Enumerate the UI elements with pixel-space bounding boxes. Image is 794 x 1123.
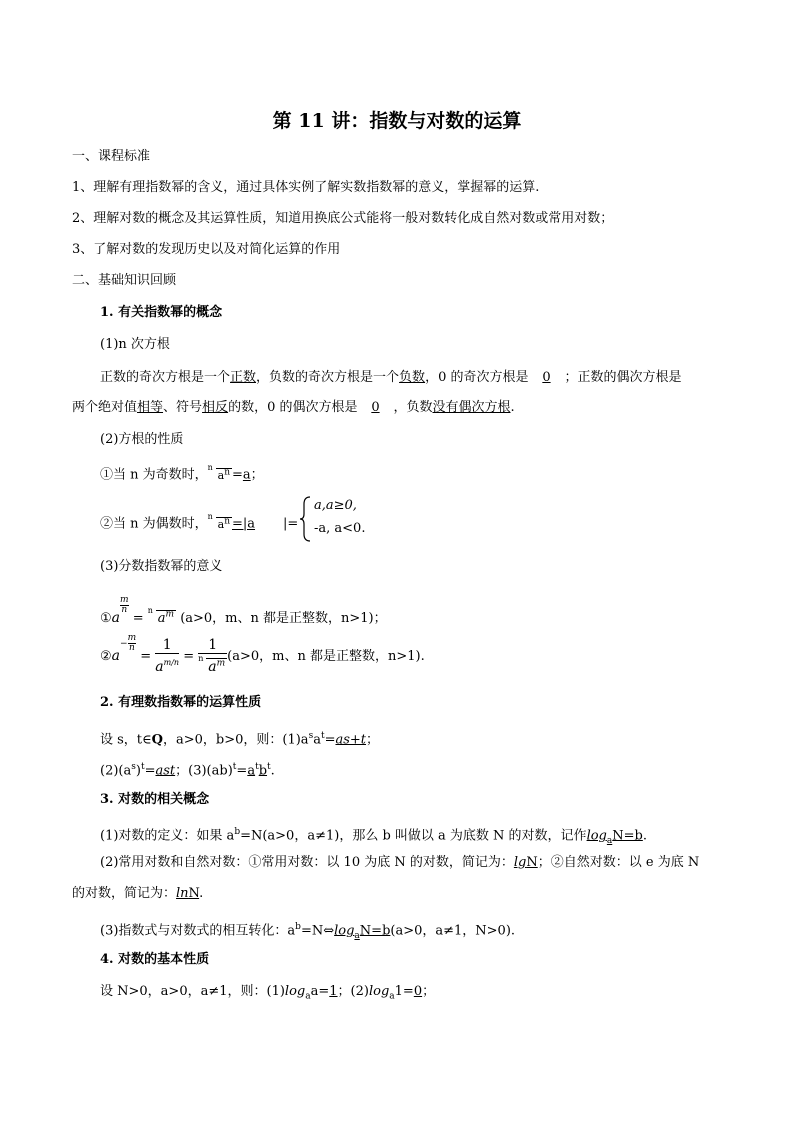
fraction: 1 n $a^m$ — [198, 637, 226, 675]
subheading-root-properties: (2)方根的性质 — [100, 432, 184, 447]
radical-sign: n $a^n$ — [207, 463, 230, 482]
nth-root-line-1: 正数的奇次方根是一个正数，负数的奇次方根是一个负数，0 的奇次方根是 0 ；正数的偶次方根是 — [100, 370, 682, 385]
answer-blank: 0 — [371, 400, 380, 415]
topic-heading-exponent-concept: 1. 有关指数幂的概念 — [100, 305, 223, 320]
natural-log-line: 的对数，简记为：lnN. — [72, 886, 204, 901]
exponent-rule-line-1: 设 s，t∈Q，a>0，b>0，则：$(1)a^sa^t=as+t$； — [100, 731, 380, 748]
topic-heading-log-concepts: 3. 对数的相关概念 — [100, 792, 210, 807]
exp-log-conversion-line: (3)指数式与对数式的相互转化：$a^b=N\Leftrightarrow\log_aN=b(a>0$，a≠1，N>0). — [100, 922, 516, 941]
log-definition-line: (1)对数的定义：如果 $a^b=N(a>0$，a≠1)，那么 b 叫做以 a 为底数 N 的对数，记作$\log_aN=b$. — [100, 827, 647, 846]
exponent-rule-line-2: $(2)(a^s)^t=ast$；$(3)(ab)^t=a^tb^t$. — [100, 762, 275, 779]
common-log-line: (2)常用对数和自然对数：①常用对数：以 10 为底 N 的对数，简记为：lgN；②自然对数：以 e 为底 N — [100, 855, 700, 870]
subheading-fractional-exponent: (3)分数指数幂的意义 — [100, 559, 223, 574]
subheading-nth-root: (1)n 次方根 — [100, 337, 170, 352]
fraction: $\frac{1}{a^{m/n}}$ — [155, 637, 180, 675]
standard-item-1: 1、理解有理指数幂的含义，通过具体实例了解实数指数幂的意义，掌握幂的运算. — [72, 180, 540, 195]
odd-root-property: ①当 n 为奇数时， n $a^n =a$； — [100, 463, 264, 483]
standard-item-2: 2、理解对数的概念及其运算性质，知道用换底公式能将一般对数转化成自然对数或常用对数； — [72, 211, 614, 226]
answer-blank: 0 — [542, 370, 551, 385]
fractional-exponent-formula-1: ①a $\frac{m}{n}$ = n $a^m$ (a>0，m、n 都是正整数，n>1)； — [100, 595, 387, 626]
log-properties-line: 设 N>0，a>0，a≠1，则：$(1)\log_aa=1$；$(2)\log_a1=0$； — [100, 984, 436, 1002]
section-heading-review: 二、基础知识回顾 — [72, 273, 177, 288]
nth-root-line-2: 两个绝对值相等、符号相反的数，0 的偶次方根是 0 ，负数没有偶次方根. — [72, 400, 515, 415]
piecewise-brace-icon — [299, 496, 311, 546]
page-title: 第 11 讲：指数与对数的运算 — [272, 110, 522, 132]
standard-item-3: 3、了解对数的发现历史以及对简化运算的作用 — [72, 242, 341, 257]
piecewise-case-2: -a, a<0. — [314, 521, 366, 536]
piecewise-case-1: a,a≥0, — [314, 498, 357, 513]
even-root-property: ②当 n 为偶数时， n $a^n =|a$ |= — [100, 512, 299, 532]
topic-heading-log-properties: 4. 对数的基本性质 — [100, 952, 210, 967]
radical-sign: n $a^m$ — [147, 605, 175, 626]
topic-heading-exponent-rules: 2. 有理数指数幂的运算性质 — [100, 695, 262, 710]
section-heading-standards: 一、课程标准 — [72, 149, 151, 164]
radical-sign: n $a^n$ — [207, 512, 230, 531]
fractional-exponent-formula-2: ②a− $\frac{m}{n}$ = $\frac{1}{a^{m/n}}$ = 1 n $a^m$ (a>0，m、n 都是正整数，n>1). — [100, 633, 425, 675]
